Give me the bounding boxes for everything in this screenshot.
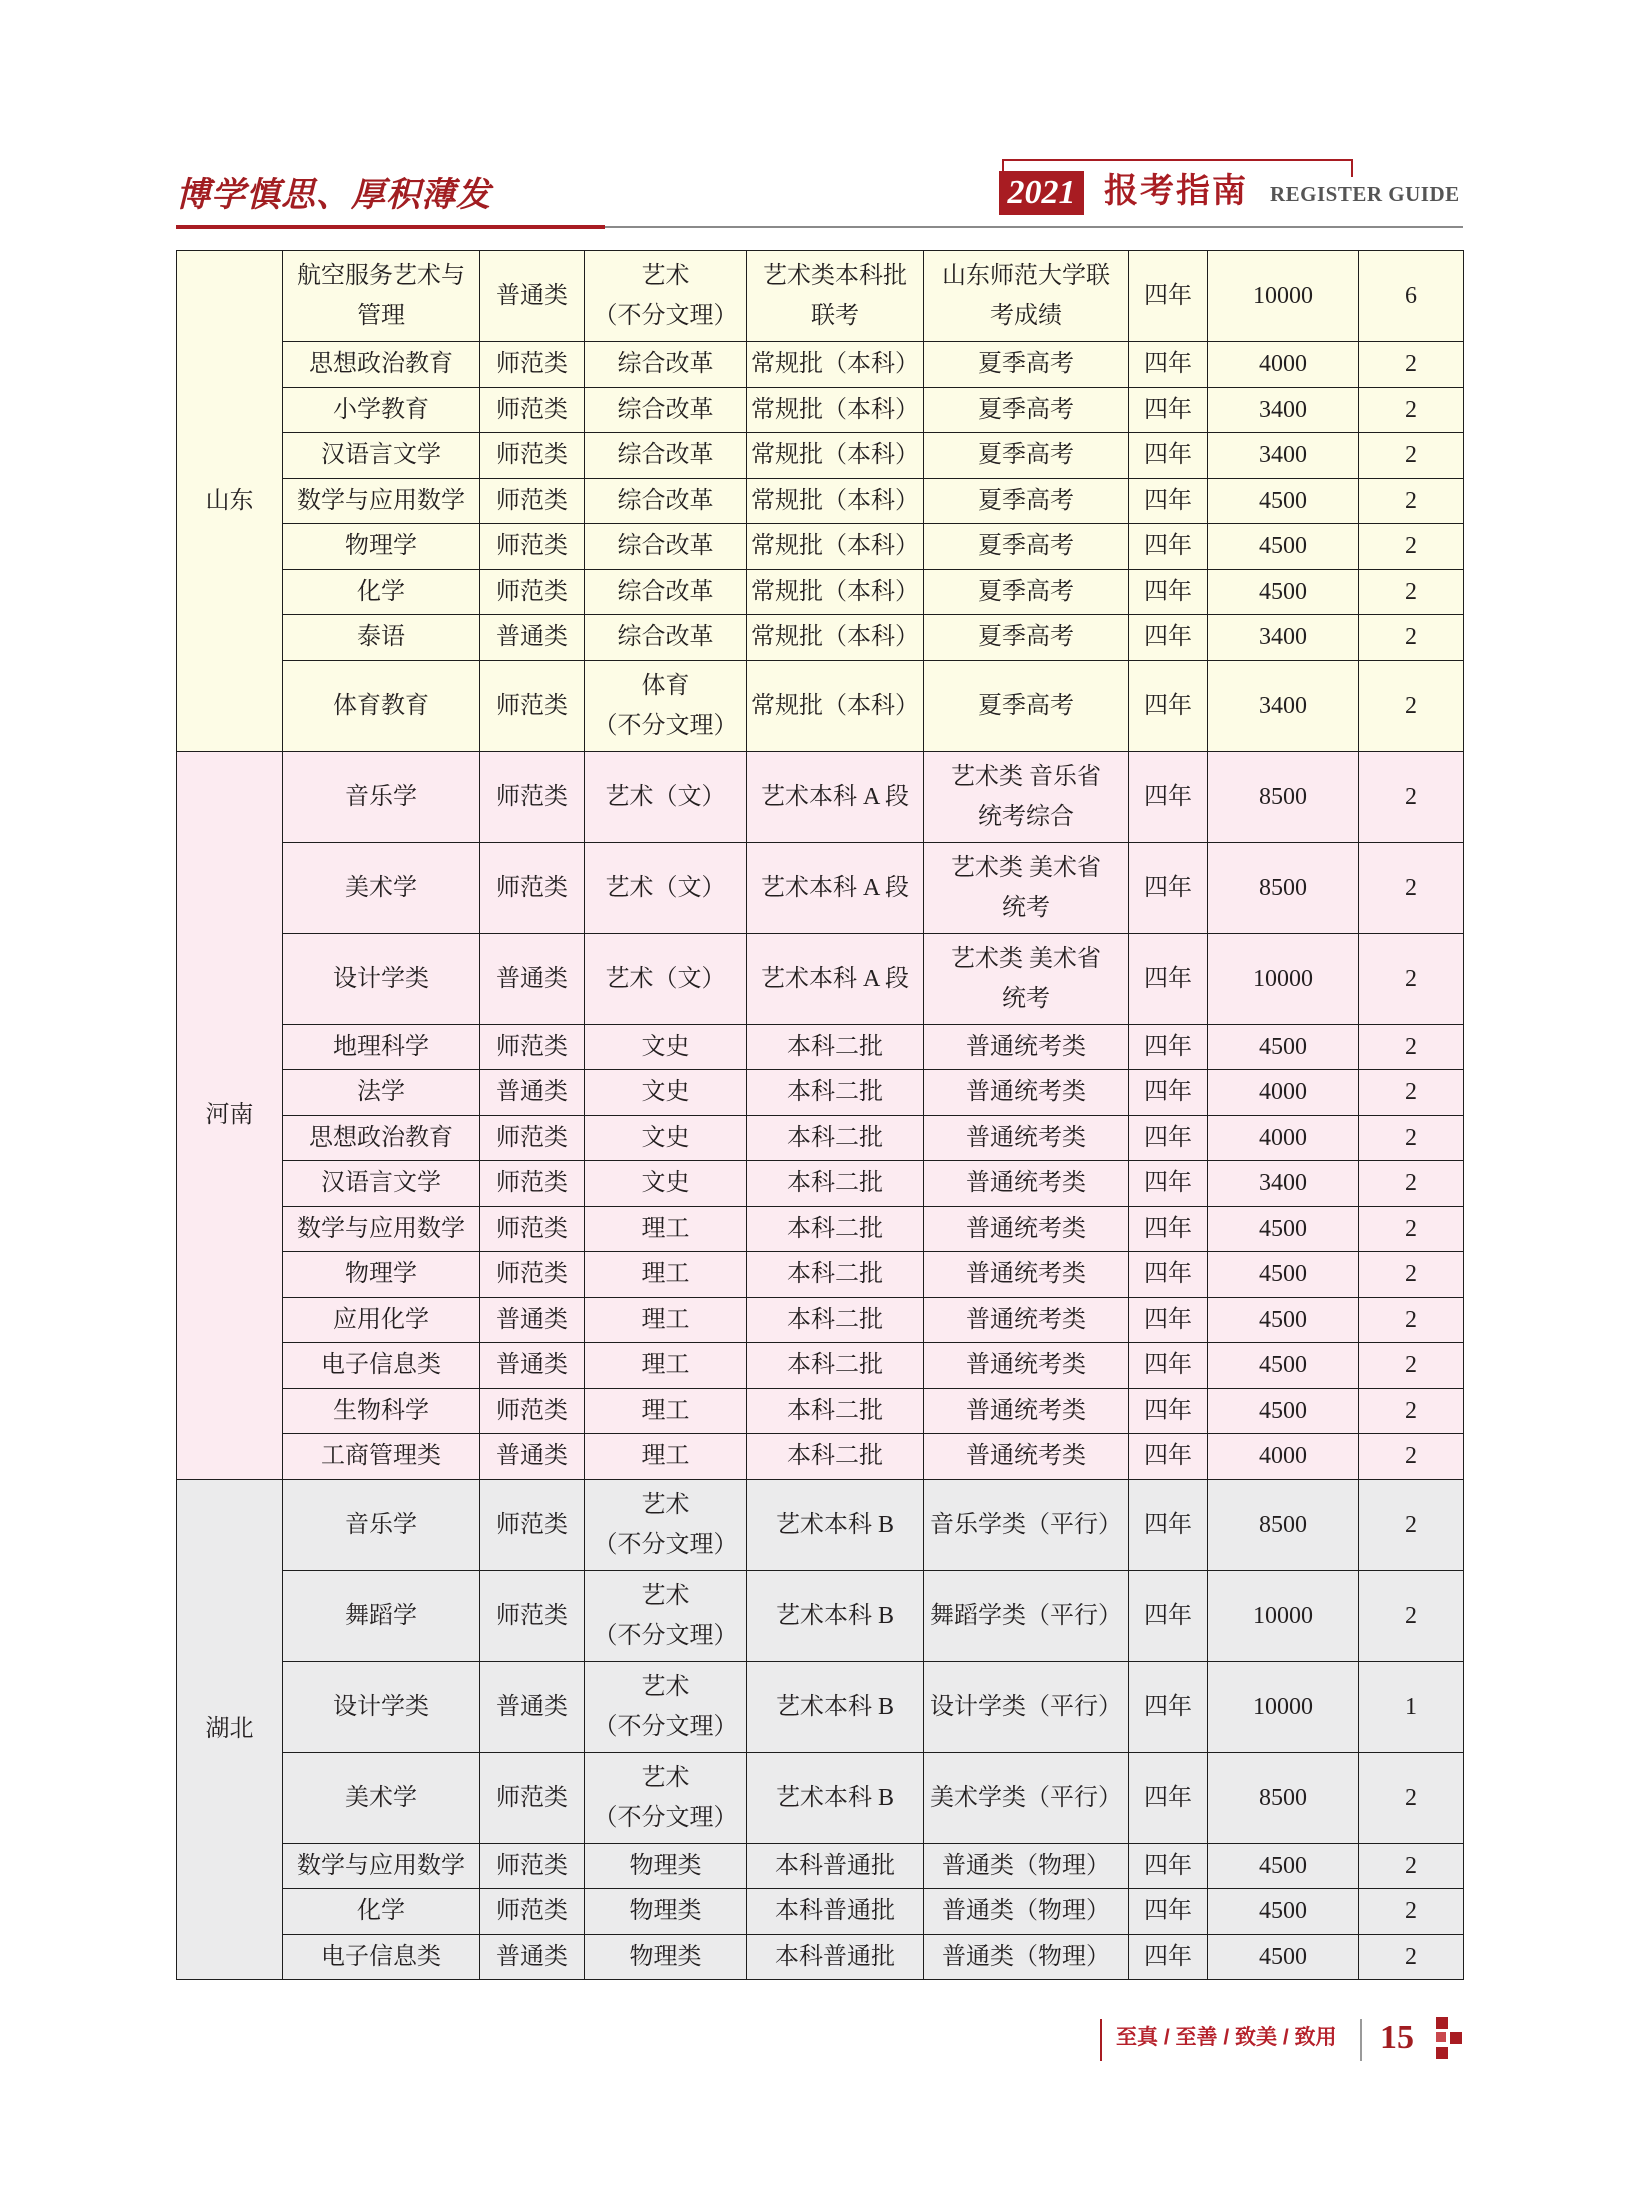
cell-exam-type: 夏季高考 (924, 615, 1129, 661)
cell-exam-type: 普通统考类 (924, 1206, 1129, 1252)
ornament-square (1436, 2032, 1446, 2042)
cell-plan-count: 2 (1359, 478, 1464, 524)
cell-exam-type: 山东师范大学联 考成绩 (924, 251, 1129, 342)
cell-major: 化学 (283, 1889, 480, 1935)
table-row (177, 660, 1464, 751)
cell-plan-count: 2 (1359, 1388, 1464, 1434)
cell-plan-count: 2 (1359, 842, 1464, 933)
cell-duration: 四年 (1129, 1161, 1208, 1207)
cell-subject-type: 物理类 (585, 1843, 747, 1889)
table-row (177, 615, 1464, 661)
cell-subject-type: 物理类 (585, 1934, 747, 1980)
cell-duration: 四年 (1129, 1343, 1208, 1389)
cell-exam-type: 普通统考类 (924, 1434, 1129, 1480)
cell-exam-type: 普通类（物理） (924, 1843, 1129, 1889)
cell-major: 美术学 (283, 1752, 480, 1843)
cell-major: 航空服务艺术与 管理 (283, 251, 480, 342)
table-row (177, 569, 1464, 615)
cell-exam-type: 夏季高考 (924, 433, 1129, 479)
cell-subject-type: 理工 (585, 1252, 747, 1298)
cell-exam-type: 普通类（物理） (924, 1889, 1129, 1935)
cell-plan-count: 2 (1359, 569, 1464, 615)
cell-category: 普通类 (480, 1661, 585, 1752)
footer-slogan: 至真 / 至善 / 致美 / 致用 (1116, 2026, 1337, 2049)
cell-category: 师范类 (480, 1024, 585, 1070)
table-row (177, 1934, 1464, 1980)
cell-duration: 四年 (1129, 1434, 1208, 1480)
cell-batch: 本科二批 (747, 1115, 924, 1161)
cell-subject-type: 物理类 (585, 1889, 747, 1935)
cell-major: 电子信息类 (283, 1934, 480, 1980)
table-row (177, 251, 1464, 342)
cell-duration: 四年 (1129, 1070, 1208, 1116)
cell-category: 师范类 (480, 1752, 585, 1843)
cell-exam-type: 普通统考类 (924, 1115, 1129, 1161)
cell-subject-type: 文史 (585, 1161, 747, 1207)
cell-major: 化学 (283, 569, 480, 615)
cell-plan-count: 2 (1359, 1024, 1464, 1070)
cell-subject-type: 理工 (585, 1434, 747, 1480)
cell-tuition: 3400 (1208, 660, 1359, 751)
cell-duration: 四年 (1129, 1889, 1208, 1935)
cell-tuition: 10000 (1208, 1661, 1359, 1752)
cell-duration: 四年 (1129, 1252, 1208, 1298)
cell-duration: 四年 (1129, 524, 1208, 570)
cell-major: 数学与应用数学 (283, 478, 480, 524)
cell-subject-type: 综合改革 (585, 478, 747, 524)
cell-exam-type: 设计学类（平行） (924, 1661, 1129, 1752)
cell-category: 普通类 (480, 1070, 585, 1116)
cell-subject-type: 综合改革 (585, 615, 747, 661)
table-row (177, 1161, 1464, 1207)
cell-batch: 常规批（本科） (747, 478, 924, 524)
cell-duration: 四年 (1129, 387, 1208, 433)
cell-tuition: 4500 (1208, 1206, 1359, 1252)
ornament-square (1436, 2017, 1448, 2029)
cell-duration: 四年 (1129, 615, 1208, 661)
cell-exam-type: 艺术类 美术省 统考 (924, 842, 1129, 933)
cell-batch: 本科二批 (747, 1388, 924, 1434)
cell-subject-type: 艺术 （不分文理） (585, 1570, 747, 1661)
cell-category: 师范类 (480, 433, 585, 479)
table-row (177, 1843, 1464, 1889)
cell-plan-count: 2 (1359, 1161, 1464, 1207)
cell-tuition: 4500 (1208, 1024, 1359, 1070)
table-row (177, 1024, 1464, 1070)
cell-batch: 艺术本科 A 段 (747, 842, 924, 933)
cell-exam-type: 艺术类 美术省 统考 (924, 933, 1129, 1024)
cell-category: 师范类 (480, 478, 585, 524)
cell-batch: 常规批（本科） (747, 433, 924, 479)
table-row (177, 1570, 1464, 1661)
cell-batch: 常规批（本科） (747, 660, 924, 751)
province-cell: 湖北 (177, 1479, 283, 1980)
province-cell: 河南 (177, 751, 283, 1479)
table-row (177, 1297, 1464, 1343)
cell-exam-type: 夏季高考 (924, 478, 1129, 524)
cell-subject-type: 艺术 （不分文理） (585, 1752, 747, 1843)
cell-tuition: 4000 (1208, 1434, 1359, 1480)
cell-tuition: 4500 (1208, 569, 1359, 615)
cell-plan-count: 2 (1359, 660, 1464, 751)
table-row (177, 1752, 1464, 1843)
table-row (177, 478, 1464, 524)
cell-tuition: 4000 (1208, 342, 1359, 388)
cell-category: 师范类 (480, 660, 585, 751)
cell-tuition: 3400 (1208, 433, 1359, 479)
table-row (177, 1889, 1464, 1935)
table-row (177, 1661, 1464, 1752)
cell-duration: 四年 (1129, 1661, 1208, 1752)
cell-exam-type: 美术学类（平行） (924, 1752, 1129, 1843)
cell-plan-count: 2 (1359, 933, 1464, 1024)
cell-major: 生物科学 (283, 1388, 480, 1434)
cell-tuition: 10000 (1208, 933, 1359, 1024)
cell-exam-type: 普通类（物理） (924, 1934, 1129, 1980)
cell-batch: 本科二批 (747, 1070, 924, 1116)
cell-tuition: 4500 (1208, 524, 1359, 570)
cell-batch: 艺术本科 B (747, 1479, 924, 1570)
cell-duration: 四年 (1129, 1297, 1208, 1343)
cell-subject-type: 综合改革 (585, 433, 747, 479)
cell-category: 师范类 (480, 1479, 585, 1570)
cell-major: 工商管理类 (283, 1434, 480, 1480)
cell-duration: 四年 (1129, 1388, 1208, 1434)
cell-subject-type: 理工 (585, 1343, 747, 1389)
cell-category: 师范类 (480, 1115, 585, 1161)
cell-subject-type: 理工 (585, 1388, 747, 1434)
cell-batch: 本科普通批 (747, 1889, 924, 1935)
cell-major: 小学教育 (283, 387, 480, 433)
cell-major: 电子信息类 (283, 1343, 480, 1389)
cell-exam-type: 普通统考类 (924, 1252, 1129, 1298)
cell-plan-count: 2 (1359, 1752, 1464, 1843)
guide-title: 报考指南 (1104, 173, 1248, 210)
cell-exam-type: 普通统考类 (924, 1024, 1129, 1070)
ornament-square (1450, 2032, 1462, 2044)
cell-batch: 本科二批 (747, 1024, 924, 1070)
cell-batch: 本科二批 (747, 1252, 924, 1298)
cell-plan-count: 2 (1359, 1252, 1464, 1298)
cell-duration: 四年 (1129, 1570, 1208, 1661)
cell-batch: 常规批（本科） (747, 387, 924, 433)
cell-exam-type: 艺术类 音乐省 统考综合 (924, 751, 1129, 842)
cell-plan-count: 2 (1359, 1570, 1464, 1661)
cell-subject-type: 文史 (585, 1115, 747, 1161)
cell-major: 思想政治教育 (283, 342, 480, 388)
cell-tuition: 8500 (1208, 1752, 1359, 1843)
cell-major: 体育教育 (283, 660, 480, 751)
table-row (177, 342, 1464, 388)
cell-plan-count: 2 (1359, 1070, 1464, 1116)
cell-exam-type: 舞蹈学类（平行） (924, 1570, 1129, 1661)
cell-major: 物理学 (283, 524, 480, 570)
cell-duration: 四年 (1129, 933, 1208, 1024)
cell-duration: 四年 (1129, 1934, 1208, 1980)
cell-subject-type: 艺术（文） (585, 751, 747, 842)
cell-major: 应用化学 (283, 1297, 480, 1343)
cell-subject-type: 综合改革 (585, 569, 747, 615)
cell-category: 师范类 (480, 1252, 585, 1298)
cell-major: 思想政治教育 (283, 1115, 480, 1161)
cell-tuition: 4500 (1208, 1889, 1359, 1935)
cell-exam-type: 普通统考类 (924, 1161, 1129, 1207)
cell-category: 师范类 (480, 1889, 585, 1935)
cell-tuition: 4500 (1208, 1934, 1359, 1980)
table-row (177, 1070, 1464, 1116)
table-row (177, 1388, 1464, 1434)
cell-category: 师范类 (480, 1206, 585, 1252)
table-row (177, 1343, 1464, 1389)
cell-major: 美术学 (283, 842, 480, 933)
table-row (177, 751, 1464, 842)
cell-batch: 本科二批 (747, 1297, 924, 1343)
cell-category: 普通类 (480, 1934, 585, 1980)
cell-category: 师范类 (480, 1161, 585, 1207)
cell-tuition: 8500 (1208, 751, 1359, 842)
table-row (177, 1252, 1464, 1298)
table-row (177, 933, 1464, 1024)
cell-subject-type: 艺术 （不分文理） (585, 1661, 747, 1752)
cell-subject-type: 艺术 （不分文理） (585, 251, 747, 342)
cell-exam-type: 普通统考类 (924, 1070, 1129, 1116)
cell-batch: 常规批（本科） (747, 342, 924, 388)
cell-batch: 本科二批 (747, 1161, 924, 1207)
cell-subject-type: 体育 （不分文理） (585, 660, 747, 751)
cell-category: 普通类 (480, 615, 585, 661)
cell-duration: 四年 (1129, 1843, 1208, 1889)
cell-batch: 艺术本科 B (747, 1661, 924, 1752)
cell-tuition: 10000 (1208, 251, 1359, 342)
cell-tuition: 8500 (1208, 842, 1359, 933)
cell-category: 师范类 (480, 569, 585, 615)
motto: 博学慎思、厚积薄发 (176, 175, 491, 215)
cell-batch: 艺术本科 B (747, 1752, 924, 1843)
year-badge: 2021 (999, 171, 1084, 215)
cell-batch: 常规批（本科） (747, 524, 924, 570)
cell-subject-type: 理工 (585, 1206, 747, 1252)
cell-tuition: 4500 (1208, 1343, 1359, 1389)
cell-major: 数学与应用数学 (283, 1843, 480, 1889)
cell-duration: 四年 (1129, 660, 1208, 751)
cell-duration: 四年 (1129, 478, 1208, 524)
cell-plan-count: 2 (1359, 387, 1464, 433)
page-number: 15 (1380, 2019, 1414, 2056)
cell-major: 汉语言文学 (283, 1161, 480, 1207)
cell-exam-type: 夏季高考 (924, 387, 1129, 433)
cell-plan-count: 2 (1359, 1343, 1464, 1389)
cell-duration: 四年 (1129, 842, 1208, 933)
cell-subject-type: 文史 (585, 1070, 747, 1116)
cell-category: 师范类 (480, 751, 585, 842)
cell-subject-type: 文史 (585, 1024, 747, 1070)
cell-tuition: 4500 (1208, 478, 1359, 524)
cell-major: 法学 (283, 1070, 480, 1116)
cell-plan-count: 2 (1359, 1889, 1464, 1935)
cell-category: 师范类 (480, 387, 585, 433)
cell-batch: 艺术类本科批 联考 (747, 251, 924, 342)
cell-batch: 本科普通批 (747, 1934, 924, 1980)
cell-category: 师范类 (480, 524, 585, 570)
cell-batch: 本科二批 (747, 1434, 924, 1480)
corner-ornament-icon (1434, 2016, 1464, 2062)
cell-major: 泰语 (283, 615, 480, 661)
cell-batch: 艺术本科 B (747, 1570, 924, 1661)
cell-subject-type: 艺术 （不分文理） (585, 1479, 747, 1570)
cell-category: 师范类 (480, 342, 585, 388)
table-row (177, 387, 1464, 433)
cell-major: 设计学类 (283, 1661, 480, 1752)
cell-exam-type: 普通统考类 (924, 1388, 1129, 1434)
cell-exam-type: 音乐学类（平行） (924, 1479, 1129, 1570)
cell-duration: 四年 (1129, 1752, 1208, 1843)
header-rule-gray (605, 226, 1463, 228)
cell-plan-count: 2 (1359, 1479, 1464, 1570)
cell-duration: 四年 (1129, 342, 1208, 388)
cell-major: 地理科学 (283, 1024, 480, 1070)
cell-exam-type: 夏季高考 (924, 524, 1129, 570)
cell-category: 普通类 (480, 933, 585, 1024)
cell-exam-type: 普通统考类 (924, 1343, 1129, 1389)
cell-major: 音乐学 (283, 751, 480, 842)
cell-tuition: 4500 (1208, 1297, 1359, 1343)
ornament-square (1436, 2047, 1448, 2059)
cell-category: 普通类 (480, 251, 585, 342)
cell-category: 普通类 (480, 1343, 585, 1389)
cell-major: 设计学类 (283, 933, 480, 1024)
cell-category: 师范类 (480, 1570, 585, 1661)
cell-tuition: 4500 (1208, 1388, 1359, 1434)
cell-tuition: 4500 (1208, 1252, 1359, 1298)
cell-tuition: 10000 (1208, 1570, 1359, 1661)
table-row (177, 1479, 1464, 1570)
cell-category: 师范类 (480, 1843, 585, 1889)
cell-category: 师范类 (480, 1388, 585, 1434)
cell-tuition: 3400 (1208, 615, 1359, 661)
cell-batch: 艺术本科 A 段 (747, 933, 924, 1024)
cell-plan-count: 2 (1359, 751, 1464, 842)
header-rule-red (176, 225, 605, 229)
cell-plan-count: 2 (1359, 1115, 1464, 1161)
cell-tuition: 4000 (1208, 1070, 1359, 1116)
cell-tuition: 8500 (1208, 1479, 1359, 1570)
cell-subject-type: 理工 (585, 1297, 747, 1343)
cell-batch: 本科普通批 (747, 1843, 924, 1889)
province-cell: 山东 (177, 251, 283, 752)
cell-batch: 本科二批 (747, 1206, 924, 1252)
cell-subject-type: 艺术（文） (585, 933, 747, 1024)
cell-duration: 四年 (1129, 569, 1208, 615)
cell-duration: 四年 (1129, 1206, 1208, 1252)
table-row (177, 433, 1464, 479)
cell-duration: 四年 (1129, 1024, 1208, 1070)
table-row (177, 1115, 1464, 1161)
cell-category: 师范类 (480, 842, 585, 933)
cell-category: 普通类 (480, 1297, 585, 1343)
table-row (177, 524, 1464, 570)
cell-plan-count: 2 (1359, 1206, 1464, 1252)
cell-exam-type: 普通统考类 (924, 1297, 1129, 1343)
cell-tuition: 3400 (1208, 1161, 1359, 1207)
cell-major: 音乐学 (283, 1479, 480, 1570)
guide-subtitle: REGISTER GUIDE (1270, 182, 1460, 206)
cell-plan-count: 2 (1359, 615, 1464, 661)
table-body (177, 251, 1464, 1980)
admission-plan-table (176, 250, 1464, 1980)
table-row (177, 1206, 1464, 1252)
table-row (177, 842, 1464, 933)
cell-duration: 四年 (1129, 751, 1208, 842)
cell-batch: 常规批（本科） (747, 615, 924, 661)
cell-exam-type: 夏季高考 (924, 342, 1129, 388)
cell-major: 舞蹈学 (283, 1570, 480, 1661)
cell-exam-type: 夏季高考 (924, 660, 1129, 751)
cell-major: 数学与应用数学 (283, 1206, 480, 1252)
cell-tuition: 3400 (1208, 387, 1359, 433)
cell-subject-type: 综合改革 (585, 524, 747, 570)
cell-plan-count: 2 (1359, 1434, 1464, 1480)
cell-plan-count: 6 (1359, 251, 1464, 342)
footer-divider-red (1100, 2019, 1102, 2061)
cell-batch: 艺术本科 A 段 (747, 751, 924, 842)
footer-divider-gray (1360, 2019, 1362, 2061)
cell-plan-count: 1 (1359, 1661, 1464, 1752)
cell-duration: 四年 (1129, 1479, 1208, 1570)
cell-plan-count: 2 (1359, 342, 1464, 388)
cell-plan-count: 2 (1359, 1934, 1464, 1980)
cell-subject-type: 综合改革 (585, 387, 747, 433)
cell-major: 汉语言文学 (283, 433, 480, 479)
cell-plan-count: 2 (1359, 1297, 1464, 1343)
cell-subject-type: 艺术（文） (585, 842, 747, 933)
cell-batch: 本科二批 (747, 1343, 924, 1389)
cell-duration: 四年 (1129, 251, 1208, 342)
cell-duration: 四年 (1129, 1115, 1208, 1161)
cell-batch: 常规批（本科） (747, 569, 924, 615)
cell-duration: 四年 (1129, 433, 1208, 479)
cell-major: 物理学 (283, 1252, 480, 1298)
cell-exam-type: 夏季高考 (924, 569, 1129, 615)
cell-tuition: 4500 (1208, 1843, 1359, 1889)
cell-tuition: 4000 (1208, 1115, 1359, 1161)
cell-plan-count: 2 (1359, 1843, 1464, 1889)
cell-category: 普通类 (480, 1434, 585, 1480)
cell-subject-type: 综合改革 (585, 342, 747, 388)
table-row (177, 1434, 1464, 1480)
cell-plan-count: 2 (1359, 433, 1464, 479)
cell-plan-count: 2 (1359, 524, 1464, 570)
